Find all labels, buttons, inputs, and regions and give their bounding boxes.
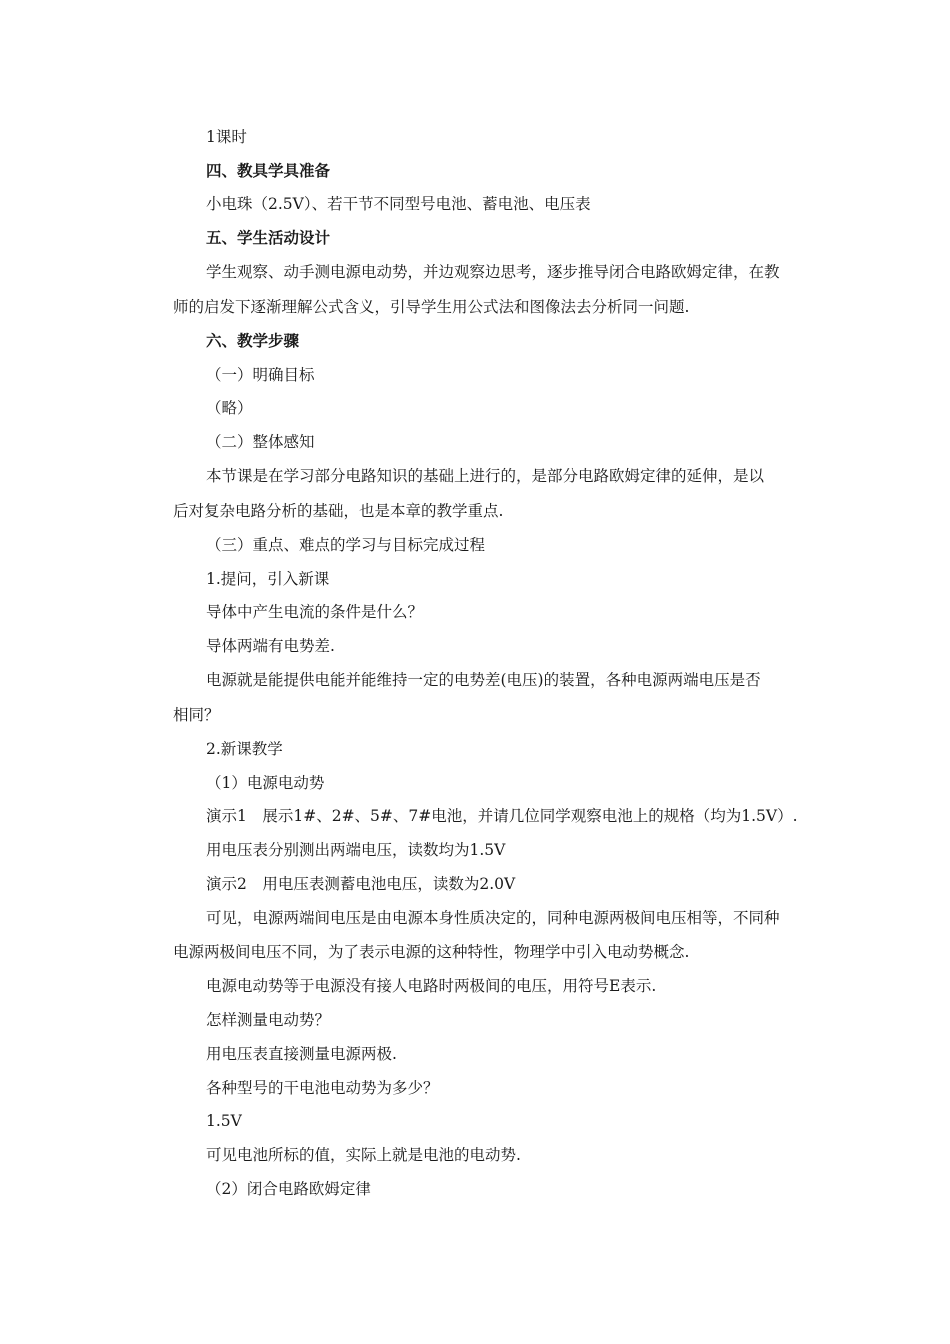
paragraph: 后对复杂电路分析的基础，也是本章的教学重点.	[173, 502, 504, 520]
paragraph: 演示2 用电压表测蓄电池电压，读数为2.0V	[206, 875, 516, 893]
paragraph: 可见，电源两端间电压是由电源本身性质决定的，同种电源两极间电压相等，不同种	[206, 909, 780, 927]
paragraph: 用电压表分别测出两端电压，读数均为1.5V	[206, 841, 506, 859]
paragraph: （略）	[206, 399, 253, 417]
paragraph: 电源电动势等于电源没有接人电路时两极间的电压，用符号E表示.	[206, 977, 657, 995]
paragraph: 小电珠（2.5V）、若干节不同型号电池、蓄电池、电压表	[206, 195, 591, 213]
heading-teaching-aids: 四、教具学具准备	[206, 161, 331, 180]
subheading: （1）电源电动势	[206, 774, 325, 792]
paragraph: 学生观察、动手测电源电动势，并边观察边思考，逐步推导闭合电路欧姆定律，在教	[206, 263, 780, 281]
paragraph: 各种型号的干电池电动势为多少？	[206, 1079, 439, 1097]
paragraph: 可见电池所标的值，实际上就是电池的电动势.	[206, 1146, 521, 1164]
paragraph: 电源两极间电压不同，为了表示电源的这种特性，物理学中引入电动势概念.	[173, 943, 690, 961]
subheading: （三）重点、难点的学习与目标完成过程	[206, 536, 486, 554]
heading-student-activity: 五、学生活动设计	[206, 228, 331, 247]
subheading: （一）明确目标	[206, 366, 315, 384]
paragraph: 用电压表直接测量电源两极.	[206, 1045, 397, 1063]
subheading: 2.新课教学	[206, 740, 283, 758]
paragraph: 怎样测量电动势？	[206, 1011, 331, 1029]
paragraph: 师的启发下逐渐理解公式含义，引导学生用公式法和图像法去分析同一问题.	[173, 298, 690, 316]
paragraph: 1.5V	[206, 1112, 242, 1130]
paragraph: 相同？	[173, 706, 220, 724]
paragraph: 电源就是能提供电能并能维持一定的电势差(电压)的装置，各种电源两端电压是否	[206, 671, 761, 689]
subheading: （二）整体感知	[206, 433, 315, 451]
subheading: （2）闭合电路欧姆定律	[206, 1180, 371, 1198]
paragraph: 演示1 展示1#、2#、5#、7#电池，并请几位同学观察电池上的规格（均为1.5V）.	[206, 807, 798, 825]
paragraph: 导体两端有电势差.	[206, 637, 335, 655]
subheading: 1.提问，引入新课	[206, 570, 330, 588]
paragraph: 导体中产生电流的条件是什么？	[206, 603, 424, 621]
paragraph: 本节课是在学习部分电路知识的基础上进行的，是部分电路欧姆定律的延伸，是以	[206, 467, 765, 485]
heading-teaching-steps: 六、教学步骤	[206, 331, 300, 350]
class-hours: 1课时	[206, 128, 247, 146]
